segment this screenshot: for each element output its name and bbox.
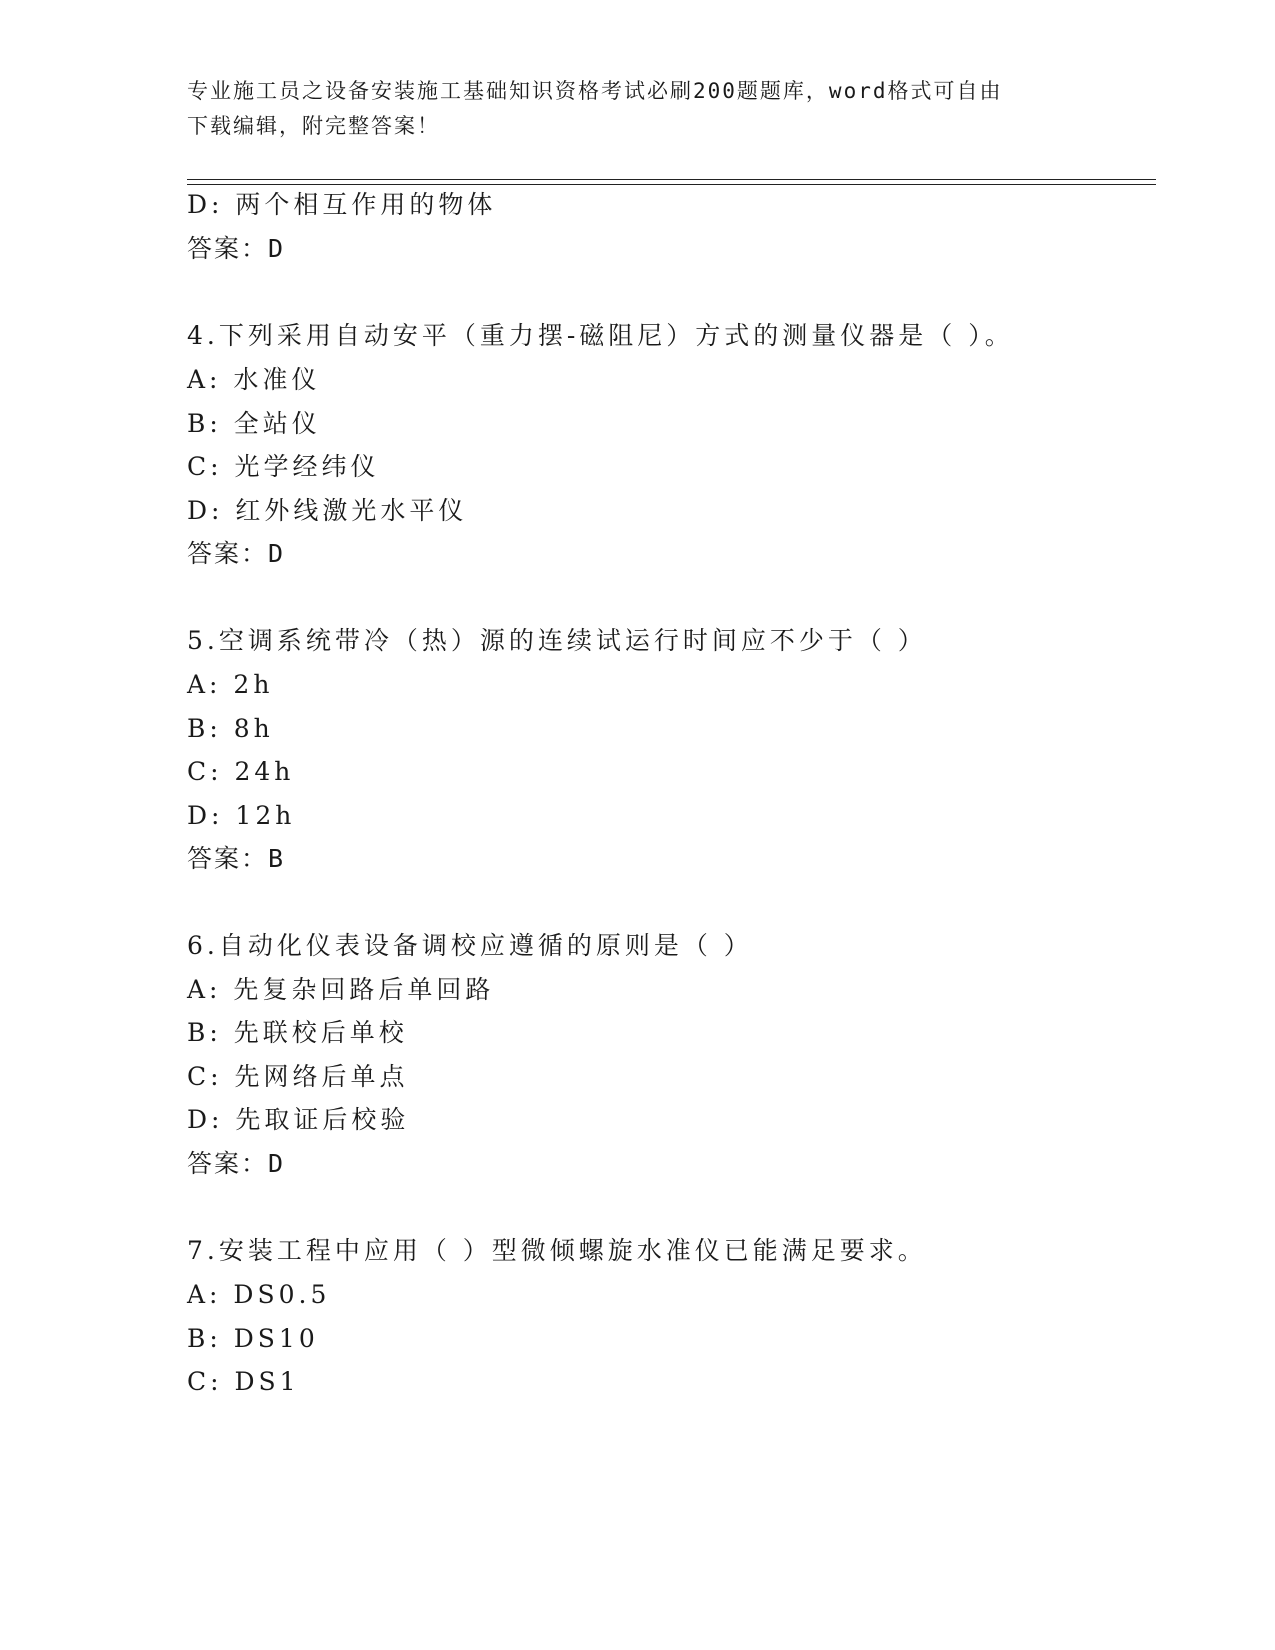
question-5-answer: 答案：B — [187, 844, 286, 873]
question-6-answer: 答案：D — [187, 1149, 286, 1178]
question-4-stem: 4.下列采用自动安平（重力摆-磁阻尼）方式的测量仪器是（ ）。 — [187, 321, 1014, 350]
question-4-option-d: D: 红外线激光水平仪 — [187, 496, 468, 525]
prev-question-option-d: D: 两个相互作用的物体 — [187, 190, 497, 219]
question-4-option-c: C: 光学经纬仪 — [187, 452, 380, 481]
question-5-stem: 5.空调系统带冷（热）源的连续试运行时间应不少于（ ） — [187, 626, 927, 655]
header-divider-top — [187, 179, 1156, 180]
question-5-option-c: C: 24h — [187, 757, 295, 786]
question-4-option-a: A: 水准仪 — [187, 365, 321, 394]
question-6-option-a: A: 先复杂回路后单回路 — [187, 975, 495, 1004]
document-header — [187, 74, 1087, 144]
header-line-2: 下载编辑，附完整答案！ — [187, 114, 440, 138]
question-4-option-b: B: 全站仪 — [187, 409, 321, 438]
question-6-option-d: D: 先取证后校验 — [187, 1105, 410, 1134]
question-7-option-c: C: DS1 — [187, 1367, 300, 1396]
prev-question-answer: 答案：D — [187, 234, 286, 263]
header-line-1: 专业施工员之设备安装施工基础知识资格考试必刷200题题库，word格式可自由 — [187, 79, 1003, 103]
question-5-option-b: B: 8h — [187, 714, 274, 743]
question-7-option-a: A: DS0.5 — [187, 1280, 331, 1309]
question-5-option-d: D: 12h — [187, 801, 296, 830]
question-6-option-c: C: 先网络后单点 — [187, 1062, 409, 1091]
question-6-option-b: B: 先联校后单校 — [187, 1018, 408, 1047]
question-7-stem: 7.安装工程中应用（ ）型微倾螺旋水准仪已能满足要求。 — [187, 1236, 927, 1265]
question-5-option-a: A: 2h — [187, 670, 274, 699]
header-divider-bottom — [187, 184, 1156, 185]
question-6-stem: 6.自动化仪表设备调校应遵循的原则是（ ） — [187, 931, 753, 960]
question-7-option-b: B: DS10 — [187, 1324, 319, 1353]
question-4-answer: 答案：D — [187, 539, 286, 568]
